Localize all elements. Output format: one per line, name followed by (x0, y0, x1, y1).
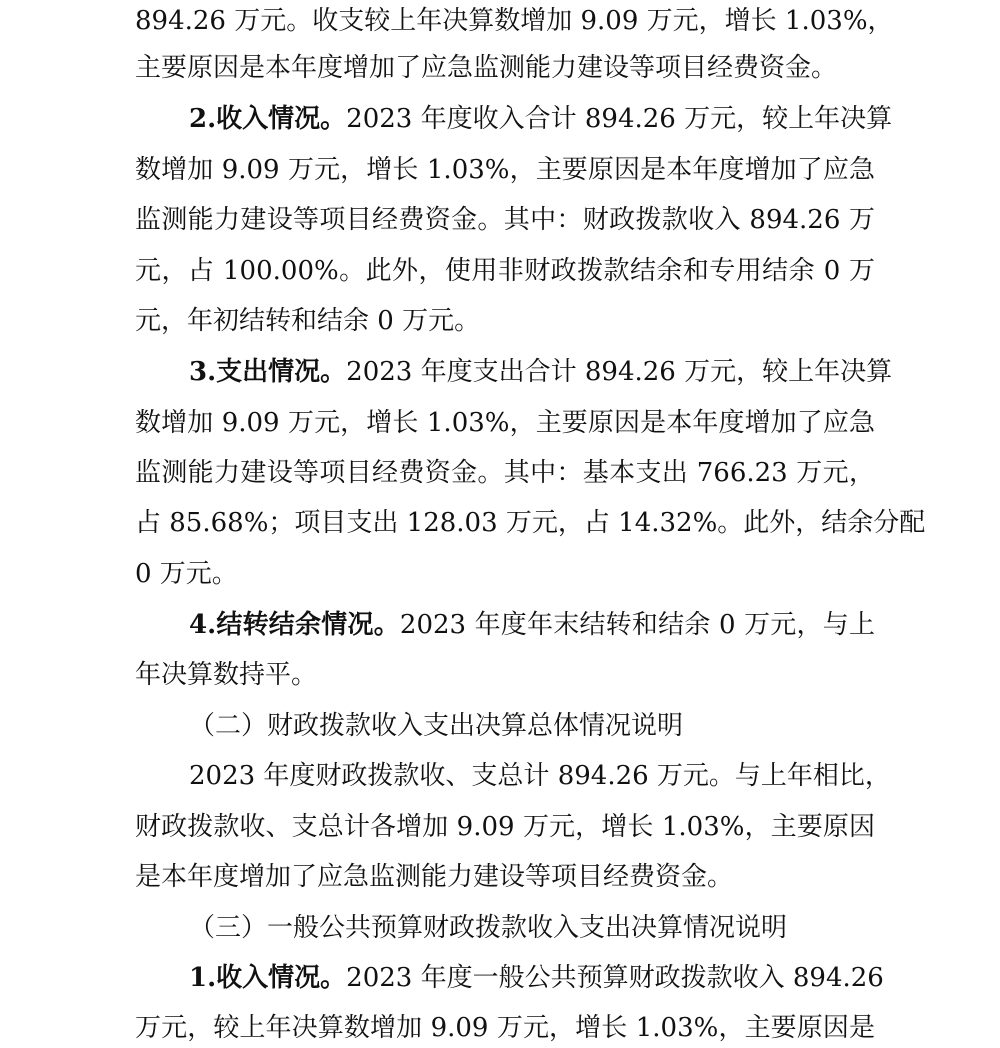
text-line: 监测能力建设等项目经费资金。其中：财政拨款收入 894.26 万 (135, 205, 875, 235)
section-heading: （三）一般公共预算财政拨款收入支出决算情况说明 (189, 913, 788, 943)
text-line: 0 万元。 (135, 559, 238, 589)
text-line: 财政拨款收、支总计各增加 9.09 万元，增长 1.03%，主要原因 (135, 812, 875, 842)
text-run: 2023 年度年末结转和结余 0 万元，与上 (399, 610, 875, 640)
text-line: 年决算数持平。 (135, 660, 318, 690)
text-line: 是本年度增加了应急监测能力建设等项目经费资金。 (135, 862, 734, 892)
paragraph-gp-income (189, 958, 884, 998)
section-label: 4.结转结余情况。 (189, 610, 400, 640)
text-run: 2023 年度一般公共预算财政拨款收入 894.26 (346, 963, 884, 993)
text-line: 主要原因是本年度增加了应急监测能力建设等项目经费资金。 (135, 53, 838, 83)
text-line: 占 85.68%；项目支出 128.03 万元，占 14.32%。此外，结余分配 (135, 508, 926, 538)
section-label: 2.收入情况。 (189, 104, 347, 134)
text-line: 数增加 9.09 万元，增长 1.03%，主要原因是本年度增加了应急 (135, 155, 875, 185)
section-heading: （二）财政拨款收入支出决算总体情况说明 (189, 711, 684, 741)
text-line: 万元，较上年决算数增加 9.09 万元，增长 1.03%，主要原因是 (135, 1013, 875, 1043)
text-line: 数增加 9.09 万元，增长 1.03%，主要原因是本年度增加了应急 (135, 408, 875, 438)
section-label: 3.支出情况。 (189, 357, 347, 387)
text-line: 元，占 100.00%。此外，使用非财政拨款结余和专用结余 0 万 (135, 256, 875, 286)
paragraph-carryover (189, 605, 875, 645)
text-line: 894.26 万元。收支较上年决算数增加 9.09 万元，增长 1.03%， (135, 6, 894, 36)
text-line: 2023 年度财政拨款收、支总计 894.26 万元。与上年相比， (189, 761, 891, 791)
paragraph-expenditure (189, 352, 893, 392)
text-run: 2023 年度支出合计 894.26 万元，较上年决算 (346, 357, 893, 387)
text-line: 元，年初结转和结余 0 万元。 (135, 306, 481, 336)
text-run: 2023 年度收入合计 894.26 万元，较上年决算 (346, 104, 893, 134)
paragraph-income (189, 99, 893, 139)
section-label: 1.收入情况。 (189, 963, 347, 993)
text-line: 监测能力建设等项目经费资金。其中：基本支出 766.23 万元， (135, 458, 875, 488)
